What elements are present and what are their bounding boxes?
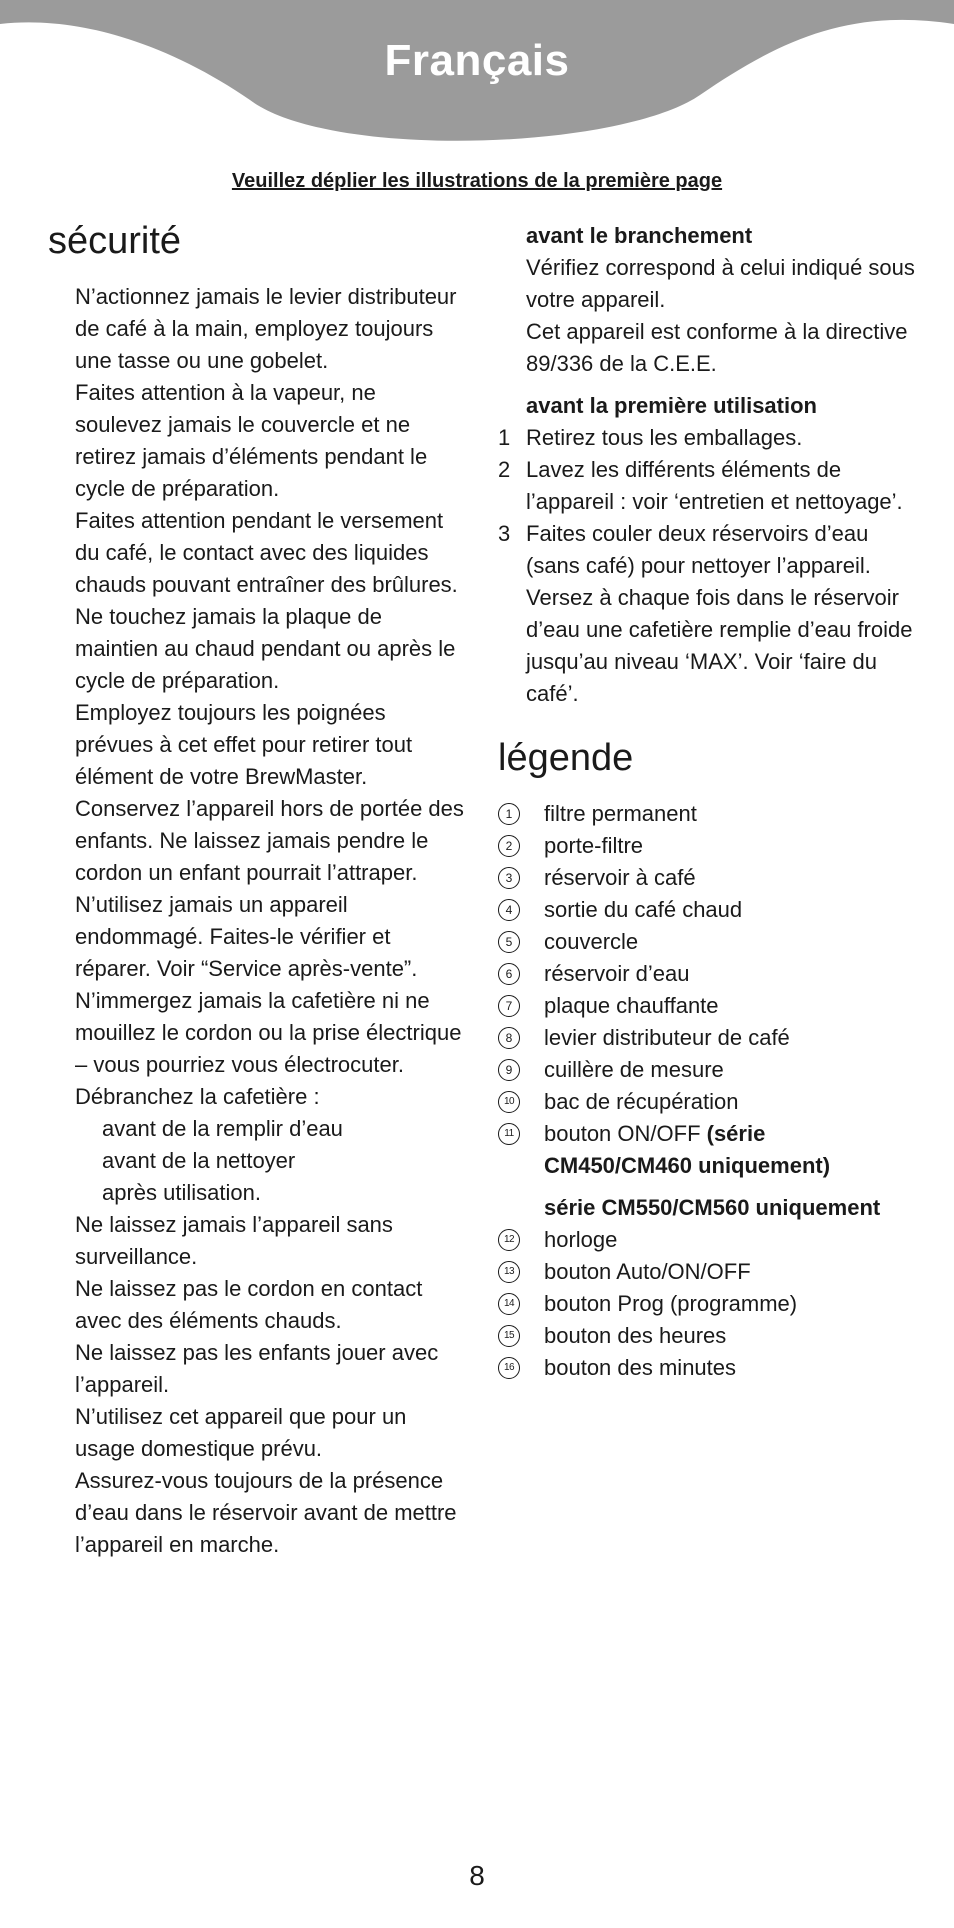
- legend-number-badge: 10: [498, 1091, 520, 1113]
- safety-paragraph: Ne laissez jamais l’appareil sans surveillance.: [75, 1212, 393, 1269]
- legend-item: [498, 990, 918, 1022]
- legend-list: [498, 798, 918, 1182]
- legend-item: [498, 1054, 918, 1086]
- legend-item-text: plaque chauffante: [544, 993, 719, 1018]
- legend-item-text: réservoir à café: [544, 865, 696, 890]
- legend-item: [498, 798, 918, 830]
- legend-heading: légende: [498, 737, 634, 779]
- legend-item-text: cuillère de mesure: [544, 1057, 724, 1082]
- step-number: 2: [498, 457, 511, 482]
- safety-paragraph: N’utilisez jamais un appareil endommagé. Faites-le vérifier et réparer. Voir “Service après-vente”.: [75, 892, 418, 981]
- legend-item-text: bouton ON/OFF: [544, 1121, 707, 1146]
- legend-number-badge: 12: [498, 1229, 520, 1251]
- legend-item: [498, 1224, 918, 1256]
- safety-paragraph: Faites attention à la vapeur, ne soulevez jamais le couvercle et ne retirez jamais d’éléments pendant le cycle de préparation.: [75, 380, 428, 501]
- safety-paragraph: Ne laissez pas les enfants jouer avec l’appareil.: [75, 1340, 439, 1397]
- legend-item: [498, 830, 918, 862]
- legend-item: [498, 1086, 918, 1118]
- legend-item-text: réservoir d’eau: [544, 961, 690, 986]
- legend-number-badge: 7: [498, 995, 520, 1017]
- legend-item: [498, 1118, 918, 1182]
- legend-item: [498, 1352, 918, 1384]
- legend-item-text: bouton des heures: [544, 1323, 727, 1348]
- unplug-item: avant de la nettoyer: [102, 1148, 296, 1173]
- legend-item-text: bouton des minutes: [544, 1355, 737, 1380]
- legend-number-badge: 14: [498, 1293, 520, 1315]
- safety-paragraph: Faites attention pendant le versement du café, le contact avec des liquides chauds pouvant entraîner des brûlures.: [75, 508, 458, 597]
- first-use-steps: [498, 422, 918, 710]
- legend-item-text: bac de récupération: [544, 1089, 739, 1114]
- legend-item-note: (série CM450/CM460 uniquement): [544, 1121, 831, 1178]
- page-number: 8: [469, 1860, 485, 1891]
- first-use-heading: avant la première utilisation: [526, 393, 817, 418]
- legend-item-text: sortie du café chaud: [544, 897, 743, 922]
- legend-item: [498, 1320, 918, 1352]
- legend-number-badge: 15: [498, 1325, 520, 1347]
- safety-paragraph: Assurez-vous toujours de la présence d’eau dans le réservoir avant de mettre l’appareil en marche.: [75, 1468, 457, 1557]
- legend-number-badge: 2: [498, 835, 520, 857]
- unplug-item: après utilisation.: [102, 1180, 261, 1205]
- legend-item-text: bouton Auto/ON/OFF: [544, 1259, 751, 1284]
- safety-paragraph: Ne laissez pas le cordon en contact avec des éléments chauds.: [75, 1276, 423, 1333]
- legend-item: [498, 894, 918, 926]
- legend-number-badge: 3: [498, 867, 520, 889]
- step-text: Faites couler deux réservoirs d’eau (sans café) pour nettoyer l’appareil. Versez à chaque fois dans le réservoir d’eau une cafetière remplie d’eau froide jusqu’au niveau ‘MAX’. Voir ‘faire du café’.: [526, 521, 913, 706]
- step-text: Retirez tous les emballages.: [526, 425, 803, 450]
- language-title: Français: [384, 36, 570, 85]
- safety-heading: sécurité: [48, 220, 182, 262]
- legend-item: [498, 1288, 918, 1320]
- safety-list: [48, 281, 468, 1561]
- safety-paragraph: N’actionnez jamais le levier distributeur de café à la main, employez toujours une tasse ou une gobelet.: [75, 284, 457, 373]
- legend-item-text: filtre permanent: [544, 801, 697, 826]
- step-text: Lavez les différents éléments de l’appareil : voir ‘entretien et nettoyage’.: [526, 457, 903, 514]
- legend-item: [498, 926, 918, 958]
- legend-item-text: porte-filtre: [544, 833, 644, 858]
- first-use-step: [498, 518, 918, 710]
- step-number: 3: [498, 521, 511, 546]
- legend-item: [498, 1256, 918, 1288]
- legend-number-badge: 5: [498, 931, 520, 953]
- safety-section: [48, 215, 468, 1561]
- legend-item: [498, 958, 918, 990]
- legend-number-badge: 8: [498, 1027, 520, 1049]
- legend-item-text: horloge: [544, 1227, 618, 1252]
- legend-number-badge: 1: [498, 803, 520, 825]
- legend-number-badge: 9: [498, 1059, 520, 1081]
- legend-number-badge: 11: [498, 1123, 520, 1145]
- safety-paragraph: Employez toujours les poignées prévues à cet effet pour retirer tout élément de votre BrewMaster.: [75, 700, 413, 789]
- legend-subheading: série CM550/CM560 uniquement: [544, 1195, 881, 1220]
- first-use-step: [498, 422, 918, 454]
- safety-paragraph: Ne touchez jamais la plaque de maintien au chaud pendant ou après le cycle de préparation.: [75, 604, 456, 693]
- legend-item-text: bouton Prog (programme): [544, 1291, 798, 1316]
- legend-item-text: couvercle: [544, 929, 639, 954]
- legend-number-badge: 6: [498, 963, 520, 985]
- step-number: 1: [498, 425, 511, 450]
- before-plugging-heading: avant le branchement: [526, 223, 753, 248]
- safety-paragraph: Débranchez la cafetière :: [75, 1084, 320, 1109]
- unfold-instruction: Veuillez déplier les illustrations de la première page: [231, 170, 723, 192]
- legend-item-text: levier distributeur de café: [544, 1025, 790, 1050]
- before-plugging-text: Vérifiez correspond à celui indiqué sous votre appareil.: [526, 255, 915, 312]
- safety-paragraph: N’utilisez cet appareil que pour un usage domestique prévu.: [75, 1404, 407, 1461]
- first-use-step: [498, 454, 918, 518]
- safety-paragraph: Conservez l’appareil hors de portée des enfants. Ne laissez jamais pendre le cordon un enfant pourrait l’attraper.: [75, 796, 464, 885]
- before-plugging-text: Cet appareil est conforme à la directive 89/336 de la C.E.E.: [526, 319, 908, 376]
- legend-number-badge: 4: [498, 899, 520, 921]
- legend-number-badge: 13: [498, 1261, 520, 1283]
- legend-list-2: [498, 1224, 918, 1384]
- safety-paragraph: N’immergez jamais la cafetière ni ne mouillez le cordon ou la prise électrique – vous pourriez vous électrocuter.: [75, 988, 462, 1077]
- legend-item: [498, 1022, 918, 1054]
- unplug-item: avant de la remplir d’eau: [102, 1116, 343, 1141]
- legend-number-badge: 16: [498, 1357, 520, 1379]
- right-column: [498, 220, 918, 1384]
- legend-item: [498, 862, 918, 894]
